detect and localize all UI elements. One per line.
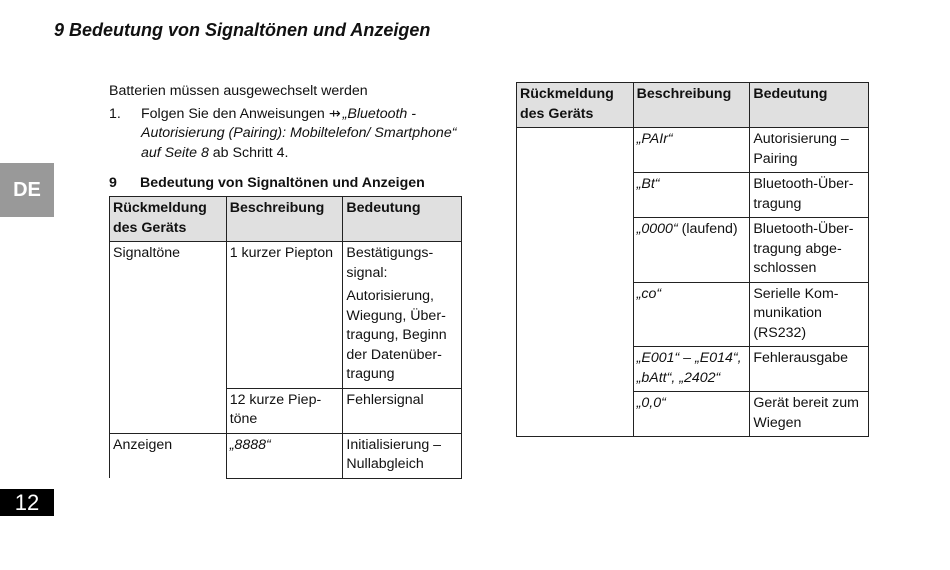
cell-meaning: Fehlerausgabe <box>750 347 869 392</box>
step-number: 1. <box>109 105 121 122</box>
cell-description: „0,0“ <box>633 392 750 437</box>
section-heading <box>109 175 461 191</box>
cell-meaning: Serielle Kommunikation (RS232) <box>750 282 869 347</box>
section-title-text: Bedeutung von Signaltönen und Anzeigen <box>140 175 425 191</box>
signal-table <box>109 196 462 479</box>
step-text <box>141 105 459 164</box>
meaning-part-b: Autorisierung, Wiegung, Übertragung, Beginn der Datenübertragung <box>346 288 447 382</box>
desc-code: „0000“ <box>636 221 678 237</box>
cell-description: 12 kurze Pieptöne <box>226 388 343 433</box>
cell-anzeigen: Anzeigen <box>110 433 227 478</box>
cell-description: „co“ <box>633 282 750 347</box>
header-description: Beschreibung <box>226 197 343 242</box>
header-meaning: Bedeutung <box>343 197 462 242</box>
cell-meaning: Gerät bereit zum Wiegen <box>750 392 869 437</box>
cell-meaning: Bluetooth-Übertragung <box>750 173 869 218</box>
step-suffix: ab Schritt 4. <box>208 144 289 161</box>
cell-meaning: Bluetooth-Übertragung abgeschlossen <box>750 218 869 283</box>
cell-description: „Bt“ <box>633 173 750 218</box>
table-row <box>517 128 869 173</box>
instruction-step <box>109 105 459 164</box>
header-meaning: Bedeutung <box>750 83 869 128</box>
cell-meaning: Fehlersignal <box>343 388 462 433</box>
cell-description: „E001“ – „E014“, „bAtt“, „2402“ <box>633 347 750 392</box>
section-number: 9 <box>109 175 117 191</box>
cell-description: „8888“ <box>226 433 343 478</box>
table-row <box>110 242 462 389</box>
cell-description <box>633 218 750 283</box>
meaning-part-a: Bestätigungssignal: <box>346 245 434 281</box>
cell-meaning: Initialisierung – Nullabgleich <box>343 433 462 478</box>
step-prefix: Folgen Sie den Anweisungen <box>141 105 325 122</box>
cell-meaning <box>343 242 462 389</box>
cell-description: „PAIr“ <box>633 128 750 173</box>
table-row <box>110 433 462 478</box>
header-feedback: Rückmeldung des Geräts <box>110 197 227 242</box>
table-header-row <box>517 83 869 128</box>
language-tab: DE <box>0 163 54 217</box>
display-table <box>516 82 869 437</box>
header-description: Beschreibung <box>633 83 750 128</box>
step-reference-link[interactable]: „Bluetooth - Autorisierung (Pairing): Mobiltelefon/ Smartphone“ auf Seite 8 <box>141 105 457 161</box>
intro-text <box>109 82 459 163</box>
cell-meaning: Autorisierung – Pairing <box>750 128 869 173</box>
intro-line: Batterien müssen ausgewechselt werden <box>109 83 368 99</box>
cell-feedback-empty <box>517 128 634 437</box>
page-number: 12 <box>0 489 54 516</box>
desc-note: (laufend) <box>677 221 738 237</box>
page-title: 9 Bedeutung von Signaltönen und Anzeigen <box>54 20 431 40</box>
cell-signaltoene: Signaltöne <box>110 242 227 434</box>
table-header-row <box>110 197 462 242</box>
arrow-reference-icon: ⇸ <box>328 105 341 122</box>
header-feedback: Rückmeldung des Geräts <box>517 83 634 128</box>
cell-description: 1 kurzer Piepton <box>226 242 343 389</box>
